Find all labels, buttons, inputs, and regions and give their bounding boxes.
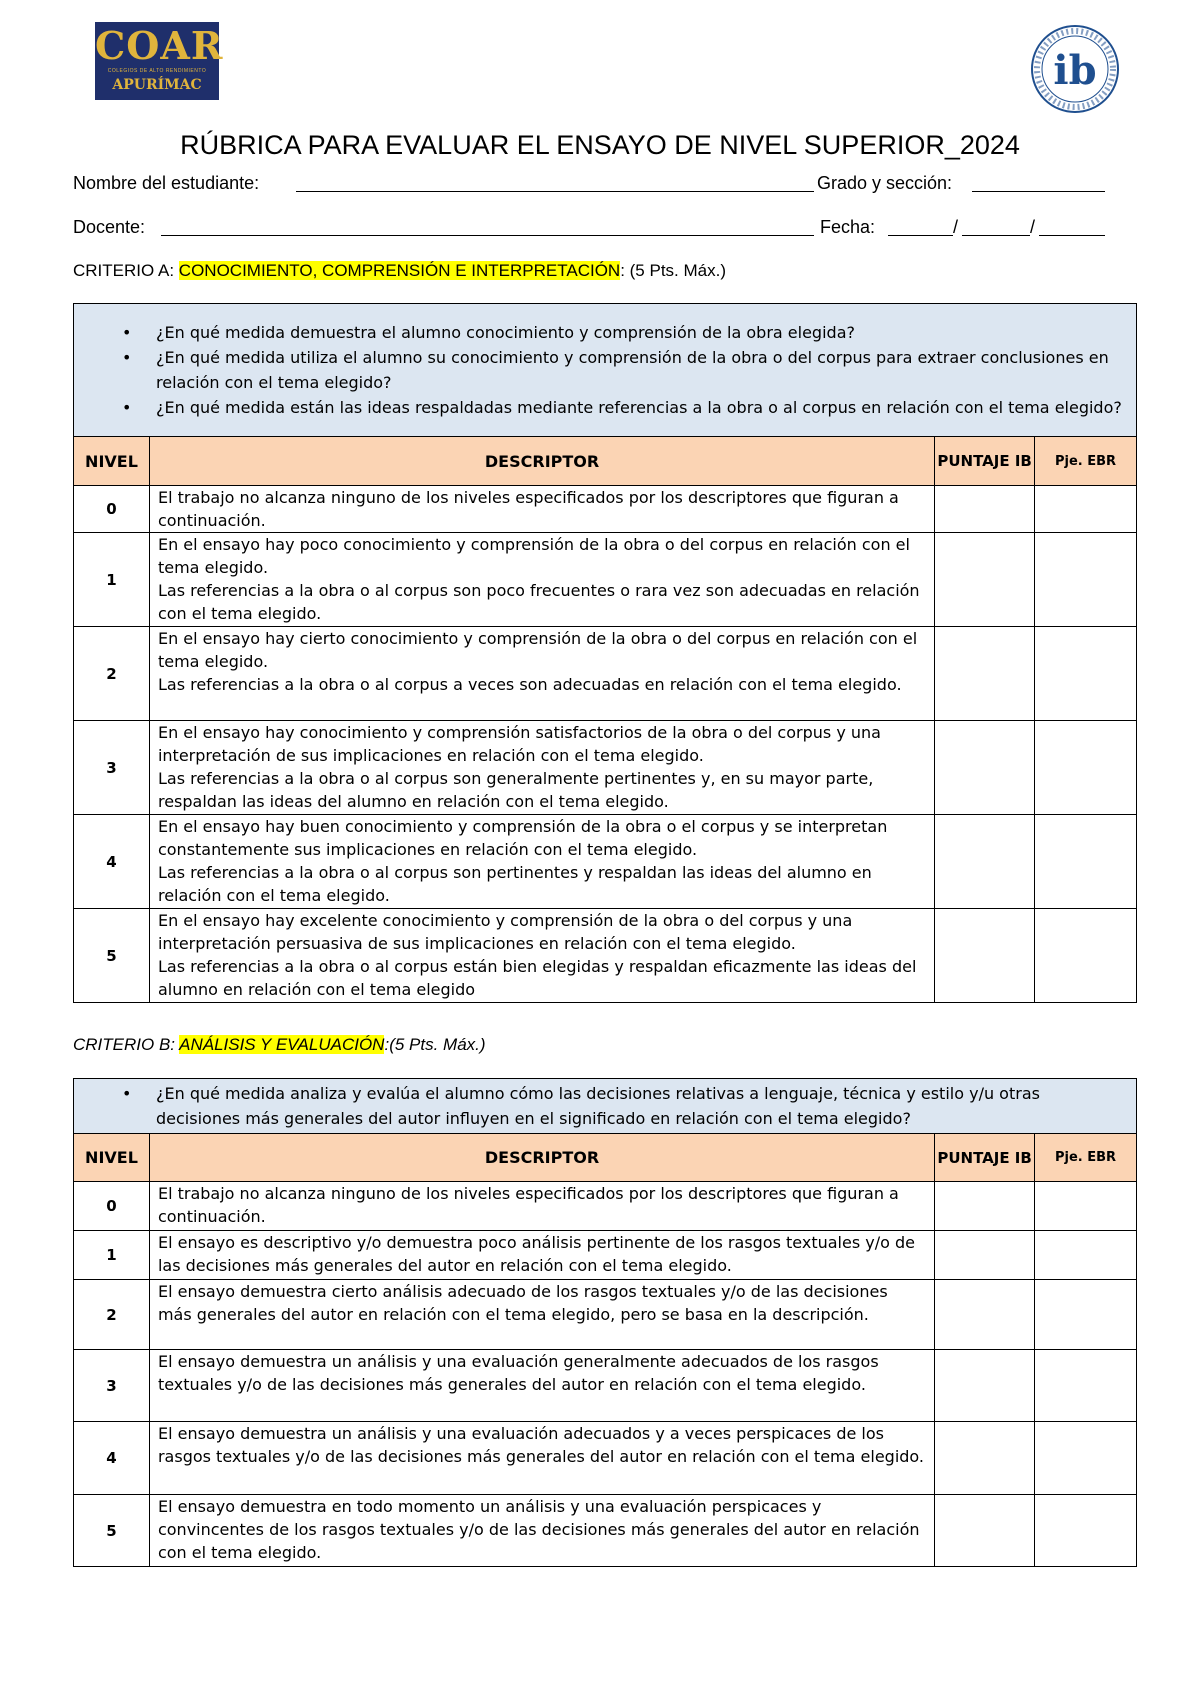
score-ebr-cell[interactable] [1035, 1182, 1137, 1231]
score-ib-cell[interactable] [935, 627, 1035, 721]
header-score-ebr: Pje. EBR [1035, 1134, 1137, 1182]
level-number: 4 [74, 815, 150, 909]
level-number: 3 [74, 1350, 150, 1422]
criterion-a-heading [73, 260, 726, 282]
table-row [74, 486, 1137, 533]
score-ib-cell[interactable] [935, 1231, 1035, 1280]
descriptor-text: El ensayo demuestra en todo momento un análisis y una evaluación perspicaces y convincentes de los rasgos textuales y/o de las decisiones más generales del autor en relación con el tema elegido. [157, 1497, 920, 1562]
score-ebr-cell[interactable] [1035, 909, 1137, 1003]
descriptor-text: El ensayo es descriptivo y/o demuestra poco análisis pertinente de los rasgos textuales y/o de las decisiones más generales del autor en relación con el tema elegido. [157, 1233, 915, 1275]
descriptor-text: Las referencias a la obra o al corpus a veces son adecuadas en relación con el tema elegido. [157, 675, 902, 694]
score-ebr-cell[interactable] [1035, 486, 1137, 533]
coar-logo [95, 22, 224, 100]
header-level: NIVEL [74, 1134, 150, 1182]
question-item: • ¿En qué medida están las ideas respaldadas mediante referencias a la obra o al corpus en relación con el tema elegido? [156, 395, 1128, 420]
grade-line[interactable] [972, 191, 1105, 192]
score-ebr-cell[interactable] [1035, 1231, 1137, 1280]
table-row [74, 1422, 1137, 1495]
level-number: 1 [74, 1231, 150, 1280]
header-score-ib: PUNTAJE IB [935, 1134, 1035, 1182]
score-ebr-cell[interactable] [1035, 815, 1137, 909]
score-ib-cell[interactable] [935, 1495, 1035, 1567]
descriptor-cell [149, 486, 934, 533]
descriptor-text: En el ensayo hay poco conocimiento y comprensión de la obra o del corpus en relación con el tema elegido. [157, 535, 910, 577]
criterion-a-questions [74, 304, 1137, 437]
grade-label: Grado y sección: [817, 173, 953, 193]
teacher-line[interactable] [161, 235, 814, 236]
score-ebr-cell[interactable] [1035, 1422, 1137, 1495]
ib-logo [1030, 24, 1120, 114]
question-item: • ¿En qué medida analiza y evalúa el alumno cómo las decisiones relativas a lenguaje, técnica y estilo y/u otras decisiones más generales del autor influyen en el significado en relación con el tema elegido? [156, 1081, 1128, 1131]
criterion-b-table [73, 1078, 1137, 1567]
coar-logo-name: COAR [95, 23, 224, 68]
coar-logo-place: APURÍMAC [112, 77, 202, 93]
date-month-line[interactable] [962, 235, 1030, 236]
descriptor-text: En el ensayo hay buen conocimiento y comprensión de la obra o el corpus y se interpretan constantemente sus implicaciones en relación con el tema elegido. [157, 817, 888, 859]
level-number: 3 [74, 721, 150, 815]
date-label: Fecha: [820, 217, 876, 237]
criterion-b-suffix: :(5 Pts. Máx.) [384, 1035, 486, 1054]
descriptor-text: Las referencias a la obra o al corpus son poco frecuentes o rara vez son adecuadas en relación con el tema elegido. [157, 581, 920, 623]
question-item: • ¿En qué medida demuestra el alumno conocimiento y comprensión de la obra elegida? [156, 320, 1128, 345]
score-ib-cell[interactable] [935, 1350, 1035, 1422]
coar-logo-subtitle: COLEGIOS DE ALTO RENDIMIENTO [107, 68, 207, 74]
descriptor-cell [149, 1280, 934, 1350]
level-number: 2 [74, 627, 150, 721]
descriptor-cell [149, 1182, 934, 1231]
score-ebr-cell[interactable] [1035, 627, 1137, 721]
level-number: 0 [74, 1182, 150, 1231]
header-descriptor: DESCRIPTOR [149, 1134, 934, 1182]
descriptor-text: El ensayo demuestra un análisis y una evaluación adecuados y a veces perspicaces de los rasgos textuales y/o de las decisiones más generales del autor en relación con el tema elegido. [157, 1424, 925, 1466]
descriptor-text: textuales y/o de las decisiones más generales del autor en relación con el tema elegido. [157, 1375, 866, 1394]
score-ebr-cell[interactable] [1035, 1350, 1137, 1422]
score-ib-cell[interactable] [935, 1182, 1035, 1231]
table-row [74, 815, 1137, 909]
level-number: 0 [74, 486, 150, 533]
score-ebr-cell[interactable] [1035, 533, 1137, 627]
level-number: 4 [74, 1422, 150, 1495]
table-row [74, 1231, 1137, 1280]
table-row [74, 1495, 1137, 1567]
date-day-line[interactable] [888, 235, 953, 236]
page-title: RÚBRICA PARA EVALUAR EL ENSAYO DE NIVEL SUPERIOR_2024 [180, 130, 1020, 160]
score-ib-cell[interactable] [935, 1422, 1035, 1495]
descriptor-cell [149, 909, 934, 1003]
descriptor-text: En el ensayo hay cierto conocimiento y comprensión de la obra o del corpus en relación con el tema elegido. [157, 629, 918, 671]
header-score-ib: PUNTAJE IB [935, 437, 1035, 486]
criterion-a-prefix: CRITERIO A: [73, 261, 179, 280]
descriptor-text: El ensayo demuestra cierto análisis adecuado de los rasgos textuales y/o de las decisiones más generales del autor en relación con el tema elegido, pero se basa en la descripción. [157, 1282, 888, 1324]
ib-logo-text: ib [1053, 47, 1097, 94]
descriptor-text: Las referencias a la obra o al corpus son generalmente pertinentes y, en su mayor parte, respaldan las ideas del alumno en relación con el tema elegido. [157, 769, 874, 811]
table-row [74, 1280, 1137, 1350]
score-ib-cell[interactable] [935, 815, 1035, 909]
descriptor-text: El trabajo no alcanza ninguno de los niveles especificados por los descriptores que figuran a continuación. [157, 1184, 899, 1226]
score-ib-cell[interactable] [935, 486, 1035, 533]
table-row [74, 627, 1137, 721]
descriptor-cell [149, 627, 934, 721]
table-row [74, 721, 1137, 815]
table-row [74, 909, 1137, 1003]
score-ib-cell[interactable] [935, 909, 1035, 1003]
table-row [74, 1350, 1137, 1422]
score-ib-cell[interactable] [935, 1280, 1035, 1350]
criterion-b-heading [73, 1034, 486, 1056]
descriptor-cell [149, 1422, 934, 1495]
descriptor-text: En el ensayo hay excelente conocimiento y comprensión de la obra o del corpus y una interpretación persuasiva de sus implicaciones en relación con el tema elegido. [157, 911, 853, 953]
descriptor-cell [149, 721, 934, 815]
criterion-a-suffix: : (5 Pts. Máx.) [620, 261, 726, 280]
descriptor-cell [149, 533, 934, 627]
descriptor-text: El ensayo demuestra un análisis y una evaluación generalmente adecuados de los rasgos [157, 1352, 879, 1371]
level-number: 2 [74, 1280, 150, 1350]
score-ib-cell[interactable] [935, 721, 1035, 815]
criterion-b-questions [74, 1079, 1137, 1134]
descriptor-text: Las referencias a la obra o al corpus son pertinentes y respaldan las ideas del alumno en relación con el tema elegido. [157, 863, 872, 905]
date-year-line[interactable] [1039, 235, 1105, 236]
student-name-label: Nombre del estudiante: [73, 173, 260, 193]
table-row [74, 1182, 1137, 1231]
criterion-a-name: CONOCIMIENTO, COMPRENSIÓN E INTERPRETACIÓN [178, 261, 621, 280]
criterion-a-table [73, 303, 1137, 1003]
descriptor-cell [149, 815, 934, 909]
level-number: 1 [74, 533, 150, 627]
header-level: NIVEL [74, 437, 150, 486]
score-ebr-cell[interactable] [1035, 1280, 1137, 1350]
score-ib-cell[interactable] [935, 533, 1035, 627]
teacher-label: Docente: [73, 217, 146, 237]
date-separator: / [1030, 217, 1036, 237]
date-separator: / [953, 217, 959, 237]
criterion-b-prefix: CRITERIO B: [73, 1035, 180, 1054]
descriptor-cell [149, 1495, 934, 1567]
score-ebr-cell[interactable] [1035, 1495, 1137, 1567]
descriptor-text: Las referencias a la obra o al corpus están bien elegidas y respaldan eficazmente las ideas del alumno en relación con el tema elegido [157, 957, 917, 999]
descriptor-text: El trabajo no alcanza ninguno de los niveles especificados por los descriptores que figuran a continuación. [157, 488, 899, 530]
criterion-b-name: ANÁLISIS Y EVALUACIÓN [179, 1035, 385, 1054]
student-name-line[interactable] [296, 191, 814, 192]
level-number: 5 [74, 909, 150, 1003]
descriptor-cell [149, 1350, 934, 1422]
score-ebr-cell[interactable] [1035, 721, 1137, 815]
level-number: 5 [74, 1495, 150, 1567]
descriptor-cell [149, 1231, 934, 1280]
descriptor-text: En el ensayo hay conocimiento y comprensión satisfactorios de la obra o del corpus y una interpretación de sus implicaciones en relación con el tema elegido. [157, 723, 881, 765]
header-descriptor: DESCRIPTOR [149, 437, 934, 486]
table-row [74, 533, 1137, 627]
question-item: • ¿En qué medida utiliza el alumno su conocimiento y comprensión de la obra o del corpus para extraer conclusiones en relación con el tema elegido? [156, 345, 1128, 395]
header-score-ebr: Pje. EBR [1035, 437, 1137, 486]
